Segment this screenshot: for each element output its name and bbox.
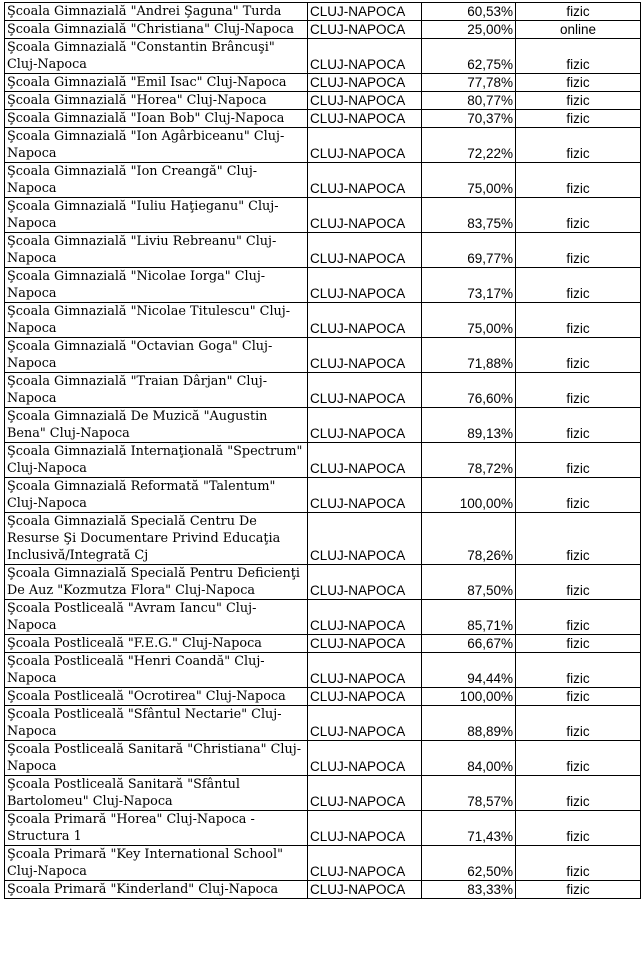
table-row [5, 3, 641, 21]
city-cell: CLUJ-NAPOCA [308, 198, 422, 233]
school-name-cell: Şcoala Primară "Kinderland" Cluj-Napoca [5, 881, 308, 899]
city-cell: CLUJ-NAPOCA [308, 408, 422, 443]
mode-cell: fizic [516, 268, 641, 303]
percentage-cell: 70,37% [422, 110, 516, 128]
city-cell: CLUJ-NAPOCA [308, 74, 422, 92]
table-row [5, 811, 641, 846]
mode-cell: fizic [516, 163, 641, 198]
percentage-cell: 71,88% [422, 338, 516, 373]
mode-cell: fizic [516, 741, 641, 776]
city-cell: CLUJ-NAPOCA [308, 811, 422, 846]
percentage-cell: 75,00% [422, 163, 516, 198]
table-row [5, 741, 641, 776]
city-cell: CLUJ-NAPOCA [308, 478, 422, 513]
percentage-cell: 85,71% [422, 600, 516, 635]
percentage-cell: 94,44% [422, 653, 516, 688]
school-name-cell: Şcoala Gimnazială "Andrei Şaguna" Turda [5, 3, 308, 21]
mode-cell: fizic [516, 110, 641, 128]
table-row [5, 688, 641, 706]
percentage-cell: 83,75% [422, 198, 516, 233]
city-cell: CLUJ-NAPOCA [308, 443, 422, 478]
table-row [5, 128, 641, 163]
schools-table [4, 2, 641, 899]
percentage-cell: 100,00% [422, 688, 516, 706]
percentage-cell: 89,13% [422, 408, 516, 443]
percentage-cell: 62,50% [422, 846, 516, 881]
mode-cell: fizic [516, 443, 641, 478]
percentage-cell: 100,00% [422, 478, 516, 513]
city-cell: CLUJ-NAPOCA [308, 565, 422, 600]
school-name-cell: Şcoala Gimnazială Internaţională "Spectrum" Cluj-Napoca [5, 443, 308, 478]
mode-cell: fizic [516, 881, 641, 899]
mode-cell: fizic [516, 811, 641, 846]
city-cell: CLUJ-NAPOCA [308, 653, 422, 688]
school-name-cell: Şcoala Gimnazială "Ion Creangă" Cluj-Napoca [5, 163, 308, 198]
mode-cell: fizic [516, 303, 641, 338]
table-row [5, 653, 641, 688]
city-cell: CLUJ-NAPOCA [308, 600, 422, 635]
percentage-cell: 73,17% [422, 268, 516, 303]
school-name-cell: Şcoala Gimnazială "Emil Isac" Cluj-Napoca [5, 74, 308, 92]
percentage-cell: 66,67% [422, 635, 516, 653]
percentage-cell: 78,26% [422, 513, 516, 565]
mode-cell: online [516, 21, 641, 39]
school-name-cell: Şcoala Gimnazială "Horea" Cluj-Napoca [5, 92, 308, 110]
table-row [5, 303, 641, 338]
school-name-cell: Şcoala Gimnazială Specială Centru De Resurse Şi Documentare Privind Educaţia Inclusivă/Integrată Cj [5, 513, 308, 565]
school-name-cell: Şcoala Gimnazială "Iuliu Haţieganu" Cluj-Napoca [5, 198, 308, 233]
table-row [5, 635, 641, 653]
table-row [5, 39, 641, 74]
mode-cell: fizic [516, 653, 641, 688]
table-row [5, 110, 641, 128]
mode-cell: fizic [516, 408, 641, 443]
mode-cell: fizic [516, 233, 641, 268]
city-cell: CLUJ-NAPOCA [308, 3, 422, 21]
mode-cell: fizic [516, 600, 641, 635]
school-name-cell: Şcoala Postliceală Sanitară "Sfântul Bartolomeu" Cluj-Napoca [5, 776, 308, 811]
table-row [5, 233, 641, 268]
percentage-cell: 60,53% [422, 3, 516, 21]
city-cell: CLUJ-NAPOCA [308, 110, 422, 128]
schools-table-body [5, 3, 641, 899]
city-cell: CLUJ-NAPOCA [308, 706, 422, 741]
percentage-cell: 76,60% [422, 373, 516, 408]
table-row [5, 478, 641, 513]
mode-cell: fizic [516, 846, 641, 881]
percentage-cell: 72,22% [422, 128, 516, 163]
city-cell: CLUJ-NAPOCA [308, 776, 422, 811]
city-cell: CLUJ-NAPOCA [308, 846, 422, 881]
school-name-cell: Şcoala Primară "Horea" Cluj-Napoca - Structura 1 [5, 811, 308, 846]
school-name-cell: Şcoala Postliceală "Avram Iancu" Cluj-Napoca [5, 600, 308, 635]
mode-cell: fizic [516, 776, 641, 811]
table-row [5, 846, 641, 881]
table-row [5, 776, 641, 811]
city-cell: CLUJ-NAPOCA [308, 303, 422, 338]
mode-cell: fizic [516, 92, 641, 110]
percentage-cell: 25,00% [422, 21, 516, 39]
city-cell: CLUJ-NAPOCA [308, 373, 422, 408]
school-name-cell: Şcoala Gimnazială "Liviu Rebreanu" Cluj-Napoca [5, 233, 308, 268]
school-name-cell: Şcoala Gimnazială "Nicolae Iorga" Cluj-Napoca [5, 268, 308, 303]
mode-cell: fizic [516, 3, 641, 21]
table-row [5, 198, 641, 233]
percentage-cell: 71,43% [422, 811, 516, 846]
percentage-cell: 84,00% [422, 741, 516, 776]
city-cell: CLUJ-NAPOCA [308, 21, 422, 39]
school-name-cell: Şcoala Primară "Key International School" Cluj-Napoca [5, 846, 308, 881]
city-cell: CLUJ-NAPOCA [308, 128, 422, 163]
city-cell: CLUJ-NAPOCA [308, 635, 422, 653]
city-cell: CLUJ-NAPOCA [308, 163, 422, 198]
table-row [5, 706, 641, 741]
city-cell: CLUJ-NAPOCA [308, 338, 422, 373]
percentage-cell: 83,33% [422, 881, 516, 899]
city-cell: CLUJ-NAPOCA [308, 741, 422, 776]
percentage-cell: 87,50% [422, 565, 516, 600]
city-cell: CLUJ-NAPOCA [308, 513, 422, 565]
table-row [5, 565, 641, 600]
table-row [5, 163, 641, 198]
table-row [5, 338, 641, 373]
table-row [5, 21, 641, 39]
city-cell: CLUJ-NAPOCA [308, 881, 422, 899]
table-row [5, 600, 641, 635]
school-name-cell: Şcoala Gimnazială Reformată "Talentum" Cluj-Napoca [5, 478, 308, 513]
city-cell: CLUJ-NAPOCA [308, 688, 422, 706]
percentage-cell: 78,57% [422, 776, 516, 811]
school-name-cell: Şcoala Gimnazială De Muzică "Augustin Bena" Cluj-Napoca [5, 408, 308, 443]
table-row [5, 268, 641, 303]
school-name-cell: Şcoala Postliceală Sanitară "Christiana" Cluj-Napoca [5, 741, 308, 776]
school-name-cell: Şcoala Gimnazială "Octavian Goga" Cluj-Napoca [5, 338, 308, 373]
mode-cell: fizic [516, 128, 641, 163]
school-name-cell: Şcoala Gimnazială "Nicolae Titulescu" Cluj-Napoca [5, 303, 308, 338]
percentage-cell: 77,78% [422, 74, 516, 92]
school-name-cell: Şcoala Gimnazială "Traian Dârjan" Cluj-Napoca [5, 373, 308, 408]
mode-cell: fizic [516, 635, 641, 653]
city-cell: CLUJ-NAPOCA [308, 233, 422, 268]
school-name-cell: Şcoala Gimnazială "Constantin Brâncuşi" Cluj-Napoca [5, 39, 308, 74]
percentage-cell: 88,89% [422, 706, 516, 741]
school-name-cell: Şcoala Gimnazială "Christiana" Cluj-Napoca [5, 21, 308, 39]
mode-cell: fizic [516, 565, 641, 600]
table-row [5, 513, 641, 565]
mode-cell: fizic [516, 706, 641, 741]
mode-cell: fizic [516, 373, 641, 408]
city-cell: CLUJ-NAPOCA [308, 92, 422, 110]
table-row [5, 74, 641, 92]
city-cell: CLUJ-NAPOCA [308, 268, 422, 303]
school-name-cell: Şcoala Gimnazială "Ion Agârbiceanu" Cluj-Napoca [5, 128, 308, 163]
percentage-cell: 75,00% [422, 303, 516, 338]
school-name-cell: Şcoala Postliceală "F.E.G." Cluj-Napoca [5, 635, 308, 653]
mode-cell: fizic [516, 478, 641, 513]
mode-cell: fizic [516, 39, 641, 74]
table-row [5, 443, 641, 478]
mode-cell: fizic [516, 513, 641, 565]
mode-cell: fizic [516, 198, 641, 233]
school-name-cell: Şcoala Gimnazială Specială Pentru Deficienţi De Auz "Kozmutza Flora" Cluj-Napoca [5, 565, 308, 600]
table-row [5, 373, 641, 408]
table-row [5, 881, 641, 899]
mode-cell: fizic [516, 74, 641, 92]
percentage-cell: 62,75% [422, 39, 516, 74]
table-row [5, 92, 641, 110]
mode-cell: fizic [516, 338, 641, 373]
mode-cell: fizic [516, 688, 641, 706]
city-cell: CLUJ-NAPOCA [308, 39, 422, 74]
percentage-cell: 78,72% [422, 443, 516, 478]
percentage-cell: 80,77% [422, 92, 516, 110]
school-name-cell: Şcoala Postliceală "Sfântul Nectarie" Cluj-Napoca [5, 706, 308, 741]
school-name-cell: Şcoala Gimnazială "Ioan Bob" Cluj-Napoca [5, 110, 308, 128]
school-name-cell: Şcoala Postliceală "Ocrotirea" Cluj-Napoca [5, 688, 308, 706]
percentage-cell: 69,77% [422, 233, 516, 268]
table-row [5, 408, 641, 443]
school-name-cell: Şcoala Postliceală "Henri Coandă" Cluj-Napoca [5, 653, 308, 688]
